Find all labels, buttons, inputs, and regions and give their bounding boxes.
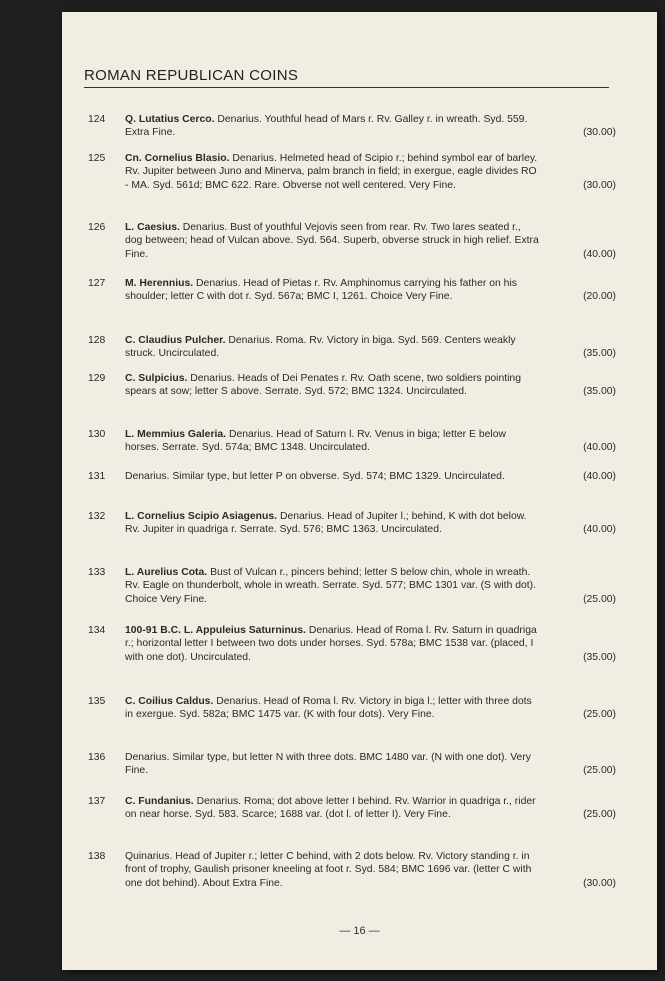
lot-price: (35.00) — [583, 348, 616, 360]
lot-name: L. Caesius. — [125, 222, 180, 233]
lot-description: Denarius. Head of Pietas r. Rv. Amphinomus carrying his father on his shoulder; letter C with dot r. Syd. 567a; BMC I, 1261. Choice Very Fine. — [125, 278, 517, 303]
lot-number: 135 — [88, 696, 106, 707]
lot-name: 100-91 B.C. L. Appuleius Saturninus. — [125, 625, 306, 636]
lot-number: 127 — [88, 278, 106, 289]
lot-entry — [88, 624, 616, 664]
lot-entry — [88, 334, 616, 361]
lot-number: 133 — [88, 567, 106, 578]
lot-number: 130 — [88, 429, 106, 440]
lot-name: L. Memmius Galeria. — [125, 429, 227, 440]
lot-price: (25.00) — [583, 593, 616, 605]
lot-price: (30.00) — [583, 179, 616, 191]
lot-entry — [88, 850, 616, 890]
lot-price: (40.00) — [583, 442, 616, 454]
page-header: ROMAN REPUBLICAN COINS — [84, 67, 299, 84]
lot-name: M. Herennius. — [125, 278, 194, 289]
lot-number: 124 — [88, 114, 106, 125]
lot-price: (30.00) — [583, 877, 616, 889]
header-rule — [84, 87, 609, 88]
lot-entry — [88, 566, 616, 606]
lot-entry — [88, 751, 616, 778]
lot-entry — [88, 470, 616, 483]
lot-price: (30.00) — [583, 127, 616, 139]
lot-entry — [88, 113, 616, 140]
lot-description: Denarius. Head of Roma l. Rv. Saturn in quadriga r.; horizontal letter I between two dots under horses. Syd. 578a; BMC 1538 var. (placed, I with one dot). Uncirculated. — [125, 625, 537, 663]
lot-entry — [88, 795, 616, 822]
lot-description: Denarius. Helmeted head of Scipio r.; behind symbol ear of barley. Rv. Jupiter between Juno and Minerva, palm branch in field; in exergue, eagle divides RO - MA. Syd. 561d; BMC 622. Rare. Obverse not well centered. Very Fine. — [125, 153, 538, 191]
lot-description: Denarius. Roma; dot above letter I behind. Rv. Warrior in quadriga r., rider on near horse. Syd. 583. Scarce; 1688 var. (dot l. of letter I). Very Fine. — [125, 796, 536, 821]
lot-description: Quinarius. Head of Jupiter r.; letter C behind, with 2 dots below. Rv. Victory standing r. in front of trophy, Gaulish prisoner kneeling at foot r. Syd. 584; BMC 1696 var. (letter C with one dot behind). About Extra Fine. — [125, 851, 532, 889]
lot-number: 137 — [88, 796, 106, 807]
lot-name: L. Aurelius Cota. — [125, 567, 208, 578]
lot-name: C. Sulpicius. — [125, 373, 188, 384]
lot-price: (40.00) — [583, 524, 616, 536]
lot-price: (35.00) — [583, 386, 616, 398]
lot-entry — [88, 510, 616, 537]
lot-entry — [88, 152, 616, 192]
lot-number: 132 — [88, 511, 106, 522]
lot-name: C. Coilius Caldus. — [125, 696, 214, 707]
catalog-page — [62, 12, 657, 970]
lot-number: 126 — [88, 222, 106, 233]
lot-price: (25.00) — [583, 809, 616, 821]
lot-number: 129 — [88, 373, 106, 384]
lot-description: Denarius. Head of Roma l. Rv. Victory in biga l.; letter with three dots in exergue. Syd. 582a; BMC 1475 var. (K with four dots). Very Fine. — [125, 696, 532, 721]
lot-entry — [88, 221, 616, 261]
lot-name: Q. Lutatius Cerco. — [125, 114, 215, 125]
lot-description: Denarius. Youthful head of Mars r. Rv. Galley r. in wreath. Syd. 559. Extra Fine. — [125, 114, 528, 139]
lot-number: 136 — [88, 752, 106, 763]
lot-price: (40.00) — [583, 471, 616, 482]
lot-name: C. Claudius Pulcher. — [125, 335, 226, 346]
lot-description: Denarius. Heads of Dei Penates r. Rv. Oath scene, two soldiers pointing spears at sow; letter S above. Serrate. Syd. 572; BMC 1324. Uncirculated. — [125, 373, 521, 398]
lot-description: Denarius. Bust of youthful Vejovis seen from rear. Rv. Two lares seated r., dog between; head of Vulcan above. Syd. 564. Superb, obverse struck in high relief. Extra Fine. — [125, 222, 539, 260]
lot-number: 138 — [88, 851, 106, 862]
lot-price: (40.00) — [583, 248, 616, 260]
lot-price: (25.00) — [583, 709, 616, 721]
lot-number: 131 — [88, 471, 106, 482]
lot-number: 128 — [88, 335, 106, 346]
lot-name: Cn. Cornelius Blasio. — [125, 153, 230, 164]
lot-price: (20.00) — [583, 291, 616, 303]
lot-description: Denarius. Head of Jupiter l.; behind, K with dot below. Rv. Jupiter in quadriga r. Serrate. Syd. 576; BMC 1363. Uncirculated. — [125, 511, 527, 536]
lot-description: Denarius. Similar type, but letter N with three dots. BMC 1480 var. (N with one dot). Very Fine. — [125, 752, 531, 777]
lot-price: (25.00) — [583, 765, 616, 777]
lot-name: L. Cornelius Scipio Asiagenus. — [125, 511, 278, 522]
lot-entry — [88, 372, 616, 399]
lot-description: Denarius. Head of Saturn l. Rv. Venus in biga; letter E below horses. Serrate. Syd. 574a; BMC 1348. Uncirculated. — [125, 429, 506, 454]
lot-description: Denarius. Similar type, but letter P on obverse. Syd. 574; BMC 1329. Uncirculated. — [125, 471, 505, 482]
lot-entry — [88, 428, 616, 455]
lot-entry — [88, 277, 616, 304]
lot-number: 134 — [88, 625, 106, 636]
lot-description: Denarius. Roma. Rv. Victory in biga. Syd. 569. Centers weakly struck. Uncirculated. — [125, 335, 516, 360]
lot-entry — [88, 695, 616, 722]
page-number: — 16 — — [339, 925, 380, 937]
lot-number: 125 — [88, 153, 106, 164]
lot-description: Bust of Vulcan r., pincers behind; letter S below chin, whole in wreath. Rv. Eagle on thunderbolt, whole in wreath. Serrate. Syd. 577; BMC 1301 var. (S with dot). Choice Very Fine. — [125, 567, 537, 605]
lot-price: (35.00) — [583, 651, 616, 663]
lot-name: C. Fundanius. — [125, 796, 194, 807]
